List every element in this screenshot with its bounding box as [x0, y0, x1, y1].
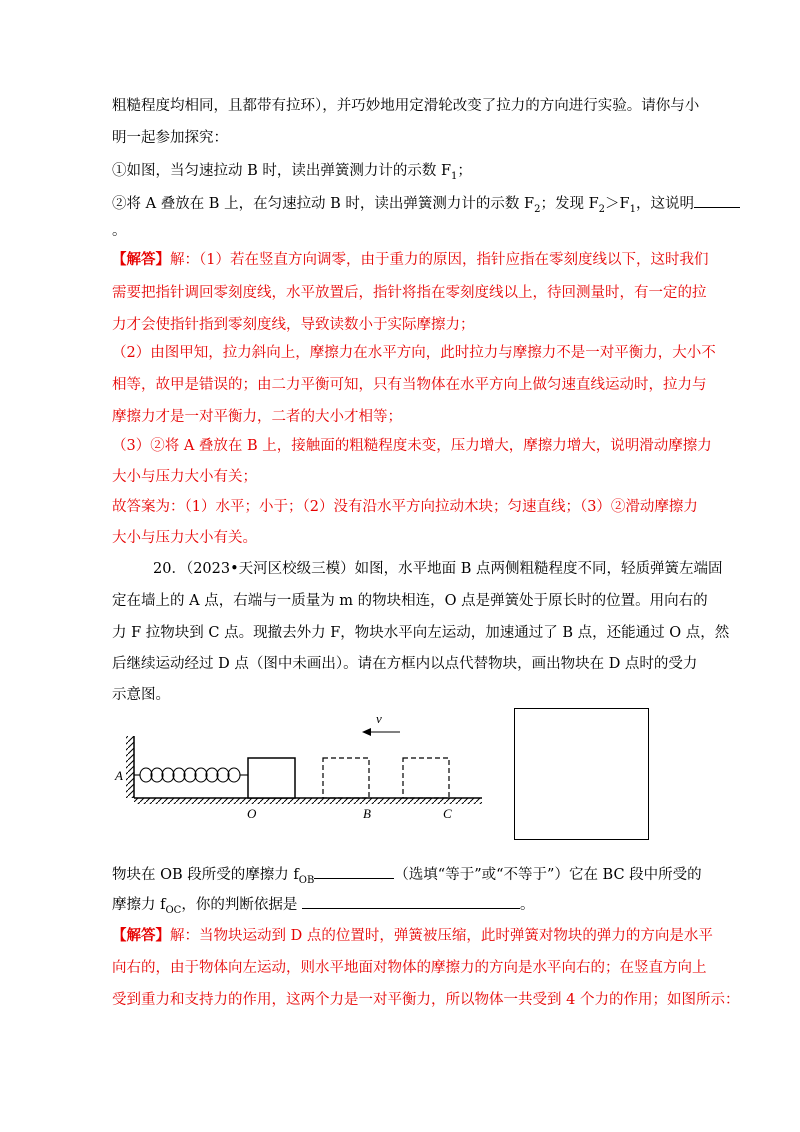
question-20-line: 后继续运动经过 D 点（图中未画出）。请在方框内以点代替物块，画出物块在 D 点时的受力 [112, 656, 698, 672]
wall-hatch [126, 736, 134, 798]
text-line: 粗糙程度均相同，且都带有拉环），并巧妙地用定滑轮改变了拉力的方向进行实验。请你与小 [112, 98, 700, 114]
arrowhead-icon [362, 728, 371, 736]
answer-blank[interactable] [314, 864, 394, 879]
answer-line: 力才会使指针指到零刻度线，导致读数小于实际摩擦力； [112, 317, 475, 333]
label-v: v [376, 711, 382, 726]
block-solid [248, 758, 295, 798]
answer-line: 大小与压力大小有关； [112, 469, 257, 485]
answer-line: 故答案为：（1）水平；小于；（2）没有沿水平方向拉动木块；匀速直线；（3）②滑动摩擦力 [112, 499, 698, 515]
answer-line: 大小与压力大小有关。 [112, 530, 257, 546]
answer-line: （2）由图甲知，拉力斜向上，摩擦力在水平方向，此时拉力与摩擦力不是一对平衡力，大小不 [112, 345, 716, 361]
ground-hatch [134, 798, 482, 804]
spring [134, 768, 248, 782]
answer-line: 需要把指针调回零刻度线，水平放置后，指针将指在零刻度线以上，待回测量时，有一定的拉 [112, 285, 707, 301]
question-20-line: 力 F 拉物块到 C 点。现撤去外力 F，物块水平向左运动，加速通过了 B 点，还能通过 O 点，然 [112, 625, 730, 641]
spring-block-figure [110, 700, 490, 830]
label-a: A [115, 768, 123, 783]
block-dashed-b [323, 758, 369, 798]
label-c: C [443, 806, 452, 821]
text-line: 。 [112, 223, 127, 239]
step-1-line: ①如图，当匀速拉动 B 时，读出弹簧测力计的示数 $F_1$； [112, 163, 472, 182]
step-2-line: ②将 A 叠放在 B 上，在匀速拉动 B 时，读出弹簧测力计的示数 $F_2$；发现 $F_2>F_1$，这说明 [112, 193, 740, 220]
answer-line: 【解答】解：（1）若在竖直方向调零，由于重力的原因，指针应指在零刻度线以下，这时我们 [112, 251, 709, 268]
answer-line: （3）②将 A 叠放在 B 上，接触面的粗糙程度未变，压力增大，摩擦力增大，说明滑动摩擦力 [112, 438, 712, 454]
question-20-line: 定在墙上的 A 点，右端与一质量为 m 的物块相连，O 点是弹簧处于原长时的位置。用向右的 [112, 593, 708, 609]
answer-tag: 【解答】 [112, 927, 170, 944]
answer-line: 摩擦力才是一对平衡力，二者的大小才相等； [112, 409, 402, 425]
answer-blank[interactable] [302, 894, 520, 909]
answer-line: 受到重力和支持力的作用，这两个力是一对平衡力，所以物体一共受到 4 个力的作用；如图所示： [112, 992, 740, 1008]
text-line: 明一起参加探究： [112, 130, 228, 146]
answer-blank[interactable] [694, 193, 740, 208]
label-b: B [363, 806, 371, 821]
question-20-line: 示意图。 [112, 687, 170, 703]
block-dashed-c [403, 758, 449, 798]
answer-drawing-box[interactable] [514, 708, 649, 840]
answer-line: 相等，故甲是错误的；由二力平衡可知，只有当物体在水平方向上做匀速直线运动时，拉力与 [112, 377, 707, 393]
fill-line: 物块在 OB 段所受的摩擦力 $f_{OB}$ （选填“等于”或“不等于”）它在 BC 段中所受的 [112, 864, 702, 891]
question-20-line: 20．（2023•天河区校级三模）如图，水平地面 B 点两侧粗糙程度不同，轻质弹簧左端固 [153, 561, 723, 577]
answer-line: 向右的，由于物体向左运动，则水平地面对物体的摩擦力的方向是水平向右的；在竖直方向上 [112, 960, 707, 976]
fill-line: 摩擦力 $f_{OC}$，你的判断依据是 。 [112, 894, 534, 921]
answer-tag: 【解答】 [112, 251, 170, 268]
label-o: O [247, 806, 257, 821]
answer-line: 【解答】解：当物块运动到 D 点的位置时，弹簧被压缩，此时弹簧对物块的弹力的方向是水平 [112, 927, 713, 944]
